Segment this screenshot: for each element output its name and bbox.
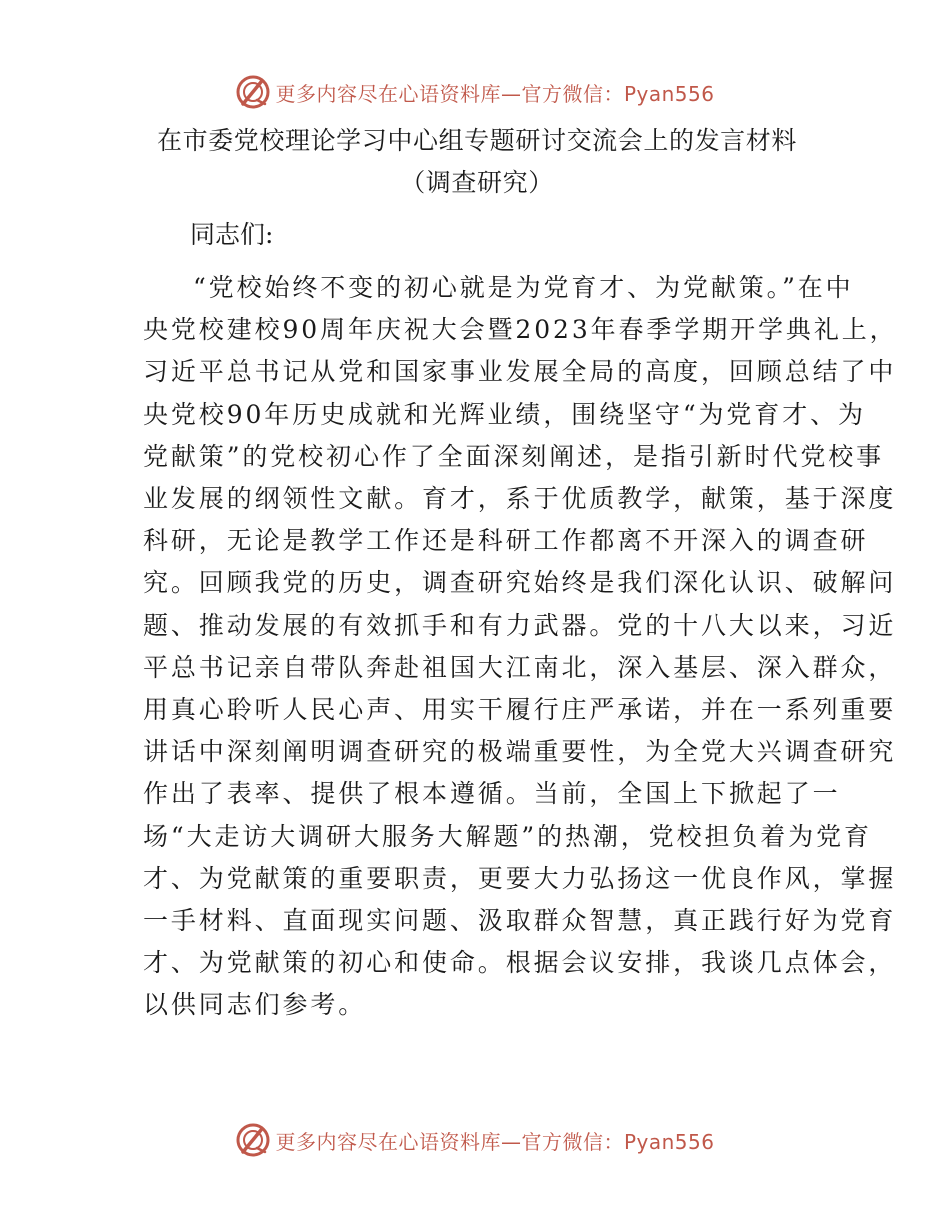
paragraph-line: 央党校90年历史成就和光辉业绩，围绕坚守“为党育才、为	[143, 399, 866, 429]
paragraph-line: 作出了表率、提供了根本遵循。当前，全国上下掀起了一	[143, 779, 841, 809]
paragraph-line: 平总书记亲自带队奔赴祖国大江南北，深入基层、深入群众，	[143, 652, 897, 682]
watermark-text: 更多内容尽在心语资料库—官方微信：Pyan556	[275, 1129, 715, 1154]
paragraph-line: 才、为党献策的重要职责，更要大力弘扬这一优良作风，掌握	[143, 863, 897, 893]
paragraph-line: 究。回顾我党的历史，调查研究始终是我们深化认识、破解问	[143, 568, 897, 598]
paragraph-line: 一手材料、直面现实问题、汲取群众智慧，真正践行好为党育	[143, 906, 897, 936]
paragraph-line: 党献策”的党校初心作了全面深刻阐述，是指引新时代党校事	[143, 441, 885, 471]
paragraph-line: 央党校建校90周年庆祝大会暨2023年春季学期开学典礼上，	[143, 315, 898, 345]
brush-logo-icon	[235, 74, 271, 110]
paragraph-line: 才、为党献策的初心和使命。根据会议安排，我谈几点体会，	[143, 948, 897, 978]
brush-logo-icon	[235, 1122, 271, 1158]
paragraph-line: 习近平总书记从党和国家事业发展全局的高度，回顾总结了中	[143, 357, 897, 387]
paragraph-line: 题、推动发展的有效抓手和有力武器。党的十八大以来，习近	[143, 610, 897, 640]
page-title: 在市委党校理论学习中心组专题研讨交流会上的发言材料（调查研究）	[156, 126, 797, 197]
body-paragraph	[143, 267, 898, 1027]
paragraph-line: 以供同志们参考。	[143, 990, 367, 1020]
paragraph-line: 用真心聆听人民心声、用实干履行庄严承诺，并在一系列重要	[143, 695, 897, 725]
header-watermark	[0, 72, 950, 112]
paragraph-line: 讲话中深刻阐明调查研究的极端重要性，为全党大兴调查研究	[143, 737, 897, 767]
paragraph-line: “党校始终不变的初心就是为党育才、为党献策。”在中	[193, 273, 854, 302]
greeting: 同志们:	[190, 220, 274, 249]
watermark-text: 更多内容尽在心语资料库—官方微信：Pyan556	[275, 81, 715, 106]
footer-watermark	[0, 1120, 950, 1160]
paragraph-line: 场“大走访大调研大服务大解题”的热潮，党校担负着为党育	[143, 821, 872, 851]
paragraph-line: 业发展的纲领性文献。育才，系于优质教学，献策，基于深度	[143, 484, 897, 514]
paragraph-line: 科研，无论是教学工作还是科研工作都离不开深入的调查研	[143, 526, 869, 556]
